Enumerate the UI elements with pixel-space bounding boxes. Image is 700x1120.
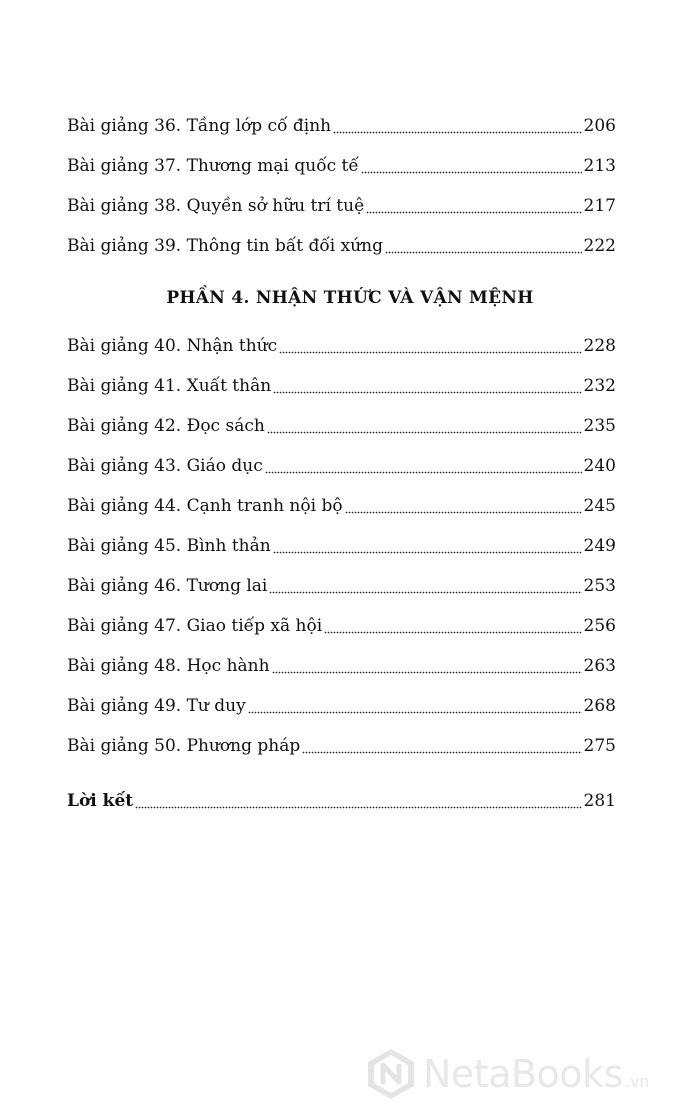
toc-entry-title: Bài giảng 47. Giao tiếp xã hội	[67, 616, 323, 636]
dot-leader	[333, 116, 581, 136]
toc-entry-page: 222	[583, 236, 616, 256]
toc-entry-title: Bài giảng 40. Nhận thức	[67, 336, 278, 356]
toc-entry-page: 235	[583, 416, 616, 436]
toc-entry-page: 263	[583, 656, 616, 676]
toc-entry-title: Bài giảng 38. Quyền sở hữu trí tuệ	[67, 196, 365, 216]
dot-leader	[279, 336, 581, 356]
toc-entry-title: Bài giảng 42. Đọc sách	[67, 416, 265, 436]
toc-entry-title: Bài giảng 36. Tầng lớp cố định	[67, 116, 332, 136]
toc-entry-page: 240	[583, 456, 616, 476]
toc-entry-49	[67, 692, 616, 716]
toc-entry-41	[67, 372, 616, 396]
toc-entry-page: 217	[583, 196, 616, 216]
toc-entry-title: Bài giảng 37. Thương mại quốc tế	[67, 156, 359, 176]
dot-leader	[248, 696, 582, 716]
toc-entry-page: 275	[583, 736, 616, 756]
dot-leader	[273, 376, 581, 396]
dot-leader	[324, 616, 581, 636]
watermark-brand: NetaBooks	[423, 1052, 623, 1096]
toc-entry-page: 253	[583, 576, 616, 596]
dot-leader	[273, 536, 582, 556]
toc-entry-36	[67, 112, 616, 136]
dot-leader	[135, 791, 581, 811]
toc-entry-title: Bài giảng 39. Thông tin bất đối xứng	[67, 236, 384, 256]
toc-entry-title: Bài giảng 46. Tương lai	[67, 576, 268, 596]
toc-entry-39	[67, 232, 616, 256]
toc-entry-title: Bài giảng 44. Cạnh tranh nội bộ	[67, 496, 343, 516]
toc-entry-title: Bài giảng 49. Tư duy	[67, 696, 246, 716]
dot-leader	[345, 496, 582, 516]
toc-entry-47	[67, 612, 616, 636]
toc-entry-48	[67, 652, 616, 676]
toc-entry-page: 245	[583, 496, 616, 516]
netabooks-logo-icon	[365, 1046, 417, 1102]
dot-leader	[269, 576, 581, 596]
toc-entry-page: 268	[583, 696, 616, 716]
dot-leader	[302, 736, 581, 756]
toc-entry-46	[67, 572, 616, 596]
dot-leader	[361, 156, 582, 176]
toc-entry-43	[67, 452, 616, 476]
dot-leader	[366, 196, 581, 216]
watermark	[365, 1046, 650, 1102]
toc-entry-closing	[67, 787, 616, 811]
toc-entry-40	[67, 332, 616, 356]
dot-leader	[265, 456, 582, 476]
toc-entry-page: 281	[583, 791, 616, 811]
toc-entry-title: Bài giảng 50. Phương pháp	[67, 736, 301, 756]
watermark-suffix: .vn	[624, 1071, 650, 1091]
toc-entry-title: Bài giảng 41. Xuất thân	[67, 376, 272, 396]
toc-entry-45	[67, 532, 616, 556]
toc-entry-title: Bài giảng 45. Bình thản	[67, 536, 271, 556]
toc-entry-page: 213	[583, 156, 616, 176]
toc-entry-37	[67, 152, 616, 176]
toc-entry-title: Bài giảng 43. Giáo dục	[67, 456, 263, 476]
toc-entry-42	[67, 412, 616, 436]
toc-entry-page: 249	[583, 536, 616, 556]
toc-entry-44	[67, 492, 616, 516]
section-heading: PHẦN 4. NHẬN THỨC VÀ VẬN MỆNH	[166, 288, 534, 308]
toc-entry-page: 232	[583, 376, 616, 396]
dot-leader	[267, 416, 582, 436]
toc-entry-title: Bài giảng 48. Học hành	[67, 656, 270, 676]
toc-entry-page: 228	[583, 336, 616, 356]
toc-entry-38	[67, 192, 616, 216]
dot-leader	[272, 656, 582, 676]
toc-entry-page: 256	[583, 616, 616, 636]
toc-entry-title: Lời kết	[67, 791, 134, 811]
dot-leader	[385, 236, 582, 256]
toc-entry-50	[67, 732, 616, 756]
toc-entry-page: 206	[583, 116, 616, 136]
